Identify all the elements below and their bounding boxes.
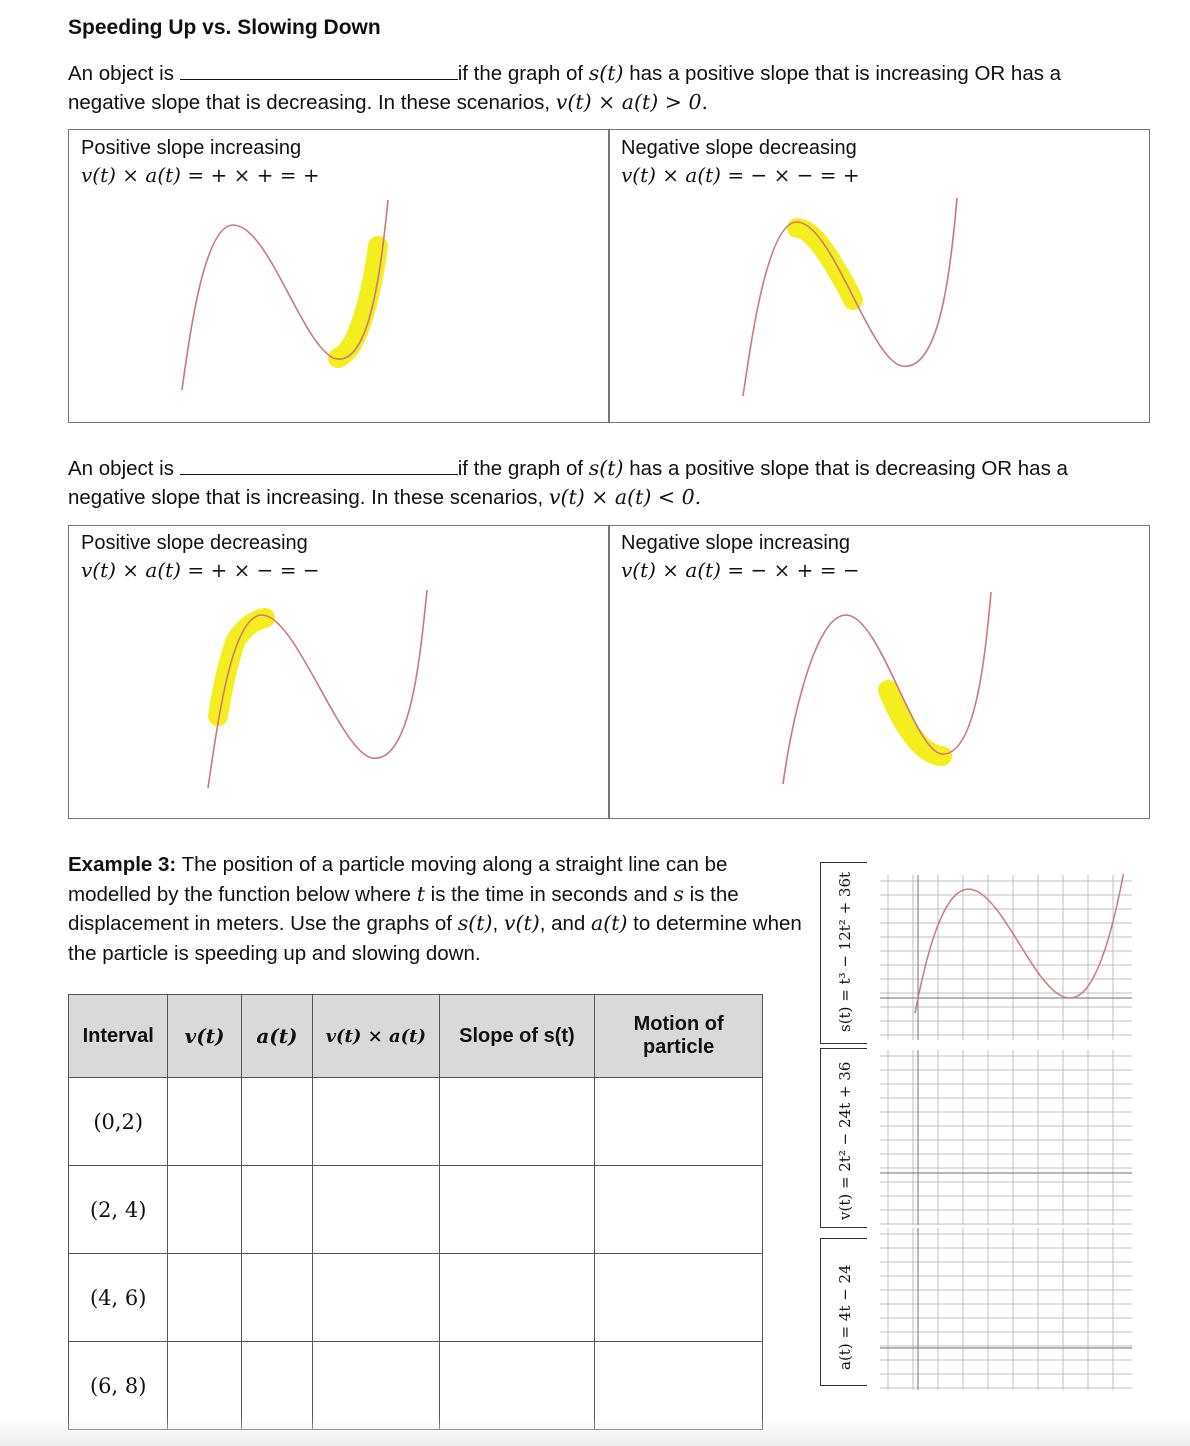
box-label: Positive slope decreasing: [81, 532, 308, 554]
box-label: Negative slope decreasing: [621, 137, 857, 159]
box-equation: v(t) × a(t) = − × + = −: [621, 558, 860, 582]
interval-cell: (2, 4): [69, 1166, 168, 1254]
interval-cell: (6, 8): [69, 1342, 168, 1430]
a-function-label: a(t) = 4t − 24: [836, 1264, 854, 1370]
example-label: Example 3:: [68, 853, 177, 876]
text: negative slope that is decreasing. In these scenarios,: [68, 91, 556, 114]
math-s-t: s(t): [457, 911, 493, 935]
page-title: Speeding Up vs. Slowing Down: [68, 16, 381, 39]
box-equation: v(t) × a(t) = + × − = −: [81, 558, 320, 582]
v-graph-grid: [880, 1050, 1132, 1225]
interval-cell: (4, 6): [69, 1254, 168, 1342]
text: An object is: [68, 62, 174, 85]
header-motion: Motion of particle: [595, 995, 763, 1078]
text: An object is: [68, 457, 174, 480]
box-label: Positive slope increasing: [81, 137, 302, 159]
header-interval: Interval: [69, 995, 168, 1078]
math-v-t: v(t): [503, 911, 540, 935]
text: if the graph of: [457, 457, 589, 480]
header-product: v(t) × a(t): [313, 995, 440, 1078]
text: has a positive slope that is increasing OR has a: [623, 62, 1062, 85]
v-function-label: v(t) = 2t² − 24t + 36: [836, 1061, 854, 1220]
box-equation: v(t) × a(t) = − × − = +: [621, 163, 860, 187]
page-bottom-shadow: [0, 1418, 1190, 1446]
text: if the graph of: [457, 62, 589, 85]
math-a-t: a(t): [591, 911, 628, 935]
math-s-t: s(t): [588, 456, 624, 480]
text: is the time in seconds and: [424, 882, 674, 906]
text: is the displacement in meters. Use the graphs of: [68, 882, 739, 935]
text: ,: [492, 912, 504, 935]
box-equation: v(t) × a(t) = + × + = +: [81, 163, 320, 187]
math-s: s: [673, 881, 684, 906]
interval-cell: (0,2): [69, 1078, 168, 1166]
math-product: v(t) × a(t) > 0.: [555, 90, 708, 114]
text: negative slope that is increasing. In these scenarios,: [68, 486, 549, 509]
text: The position of a particle moving along a straight line can be modelled by the function below where: [68, 853, 728, 906]
header-slope: Slope of s(t): [439, 995, 595, 1078]
math-s-t: s(t): [588, 61, 624, 85]
text: has a positive slope that is decreasing OR has a: [623, 457, 1068, 480]
text: , and: [539, 912, 591, 935]
math-t: t: [416, 881, 425, 906]
a-graph-grid: [880, 1228, 1132, 1390]
math-product: v(t) × a(t) < 0.: [548, 485, 702, 509]
text: to determine when the particle is speeding up and slowing down.: [68, 912, 802, 965]
s-graph-grid: [880, 875, 1132, 1040]
header-a: a(t): [241, 995, 312, 1078]
s-function-label: s(t) = t³ − 12t² + 36t: [836, 871, 854, 1032]
header-v: v(t): [168, 995, 241, 1078]
box-label: Negative slope increasing: [621, 532, 851, 554]
